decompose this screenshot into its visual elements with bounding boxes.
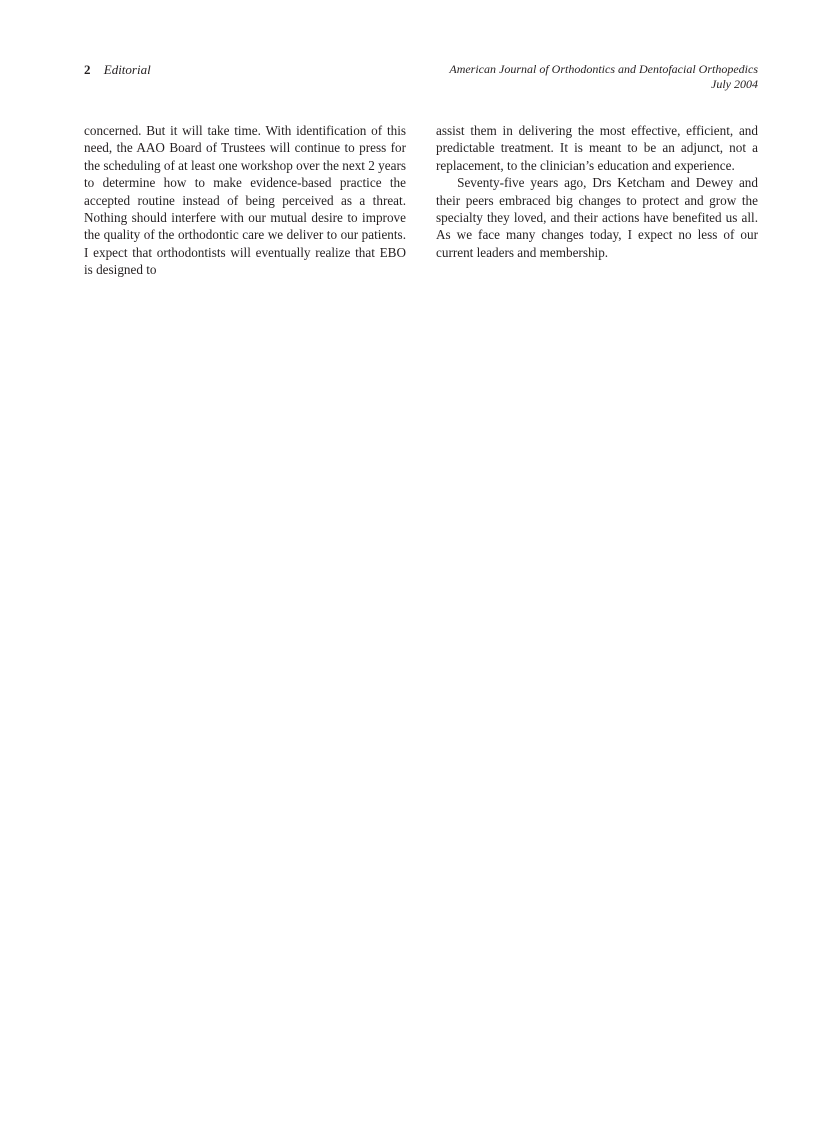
article-body [84, 122, 758, 279]
page-header [84, 62, 758, 92]
running-head-right [449, 62, 758, 92]
running-head-left [84, 62, 151, 77]
section-title: Editorial [103, 62, 151, 77]
issue-date: July 2004 [711, 77, 758, 91]
paragraph: concerned. But it will take time. With identification of this need, the AAO Board of Trustees will continue to press for the scheduling of at least one workshop over the next 2 years to determine how to make evidence-based practice the accepted routine instead of being perceived as a threat. Nothing should interfere with our mutual desire to improve the quality of the orthodontic care we deliver to our patients. I expect that orthodontists will eventually realize that EBO is designed to [84, 123, 406, 278]
page-number: 2 [84, 62, 91, 77]
paragraph: assist them in delivering the most effective, efficient, and predictable treatment. It is meant to be an adjunct, not a replacement, to the clinician’s education and experience. [436, 123, 758, 173]
journal-title: American Journal of Orthodontics and Dentofacial Orthopedics [449, 62, 758, 76]
paragraph: Seventy-five years ago, Drs Ketcham and Dewey and their peers embraced big changes to protect and grow the specialty they loved, and their actions have benefited us all. As we face many changes today, I expect no less of our current leaders and membership. [436, 175, 758, 260]
right-column [436, 122, 758, 279]
left-column [84, 122, 406, 279]
